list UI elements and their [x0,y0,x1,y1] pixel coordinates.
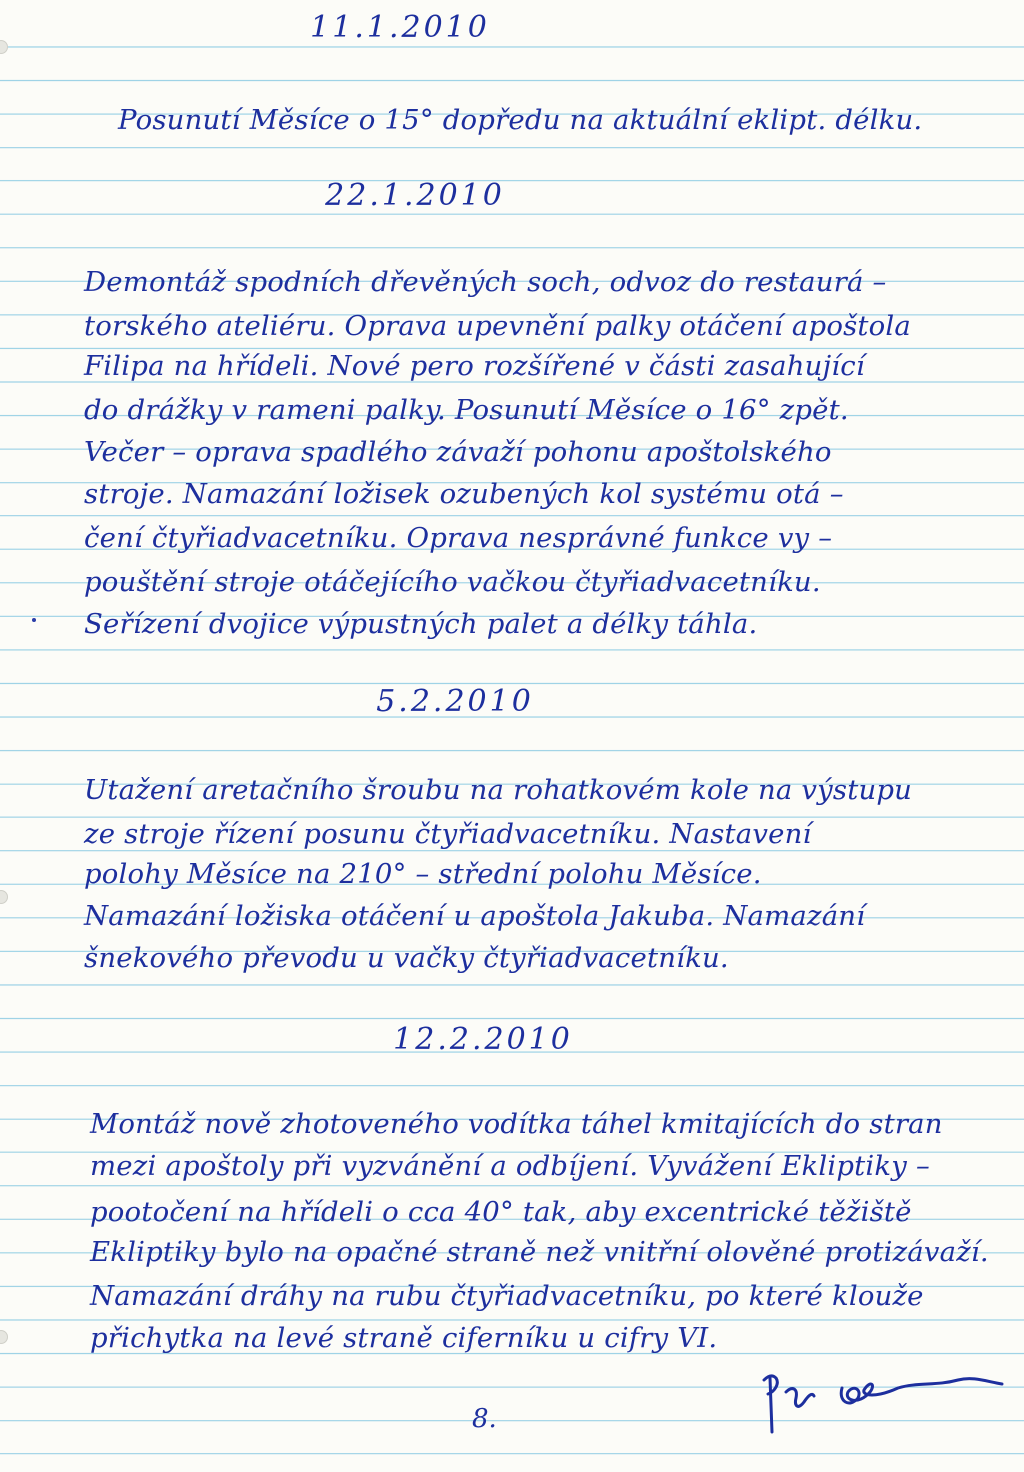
entry-line: polohy Měsíce na 210° – střední polohu Měsíce. [84,858,762,890]
entry-date: 22.1.2010 [325,178,505,213]
entry-line: Ekliptiky bylo na opačné straně než vnitřní olověné protizávaží. [90,1236,989,1268]
entry-line: pootočení na hřídeli o cca 40° tak, aby excentrické těžiště [90,1196,912,1228]
entry-line: Večer – oprava spadlého závaží pohonu apoštolského [84,436,832,468]
entry-line: mezi apoštoly při vyzvánění a odbíjení. Vyvážení Ekliptiky – [90,1150,930,1182]
entry-date: 5.2.2010 [376,684,534,719]
entry-line: šnekového převodu u vačky čtyřiadvacetníku. [84,942,729,974]
entry-line: torského ateliéru. Oprava upevnění palky otáčení apoštola [84,310,911,342]
entry-date: 12.2.2010 [393,1022,573,1057]
entry-line: Seřízení dvojice výpustných palet a délky táhla. [84,608,758,640]
entry-line: Namazání ložiska otáčení u apoštola Jakuba. Namazání [84,900,866,932]
entry-line: Demontáž spodních dřevěných soch, odvoz do restaurá – [84,266,887,298]
entry-line: Utažení aretačního šroubu na rohatkovém kole na výstupu [84,774,913,806]
entry-line: Namazání dráhy na rubu čtyřiadvacetníku, po které klouže [90,1280,924,1312]
entry-line: stroje. Namazání ložisek ozubených kol systému otá – [84,478,844,510]
entry-line: přichytka na levé straně ciferníku u cifry VI. [90,1322,718,1354]
entry-line: Posunutí Měsíce o 15° dopředu na aktuální eklipt. délku. [118,104,923,136]
signature [758,1362,1008,1442]
entry-line: ze stroje řízení posunu čtyřiadvacetníku. Nastavení [84,818,812,850]
entry-line: pouštění stroje otáčejícího vačkou čtyřiadvacetníku. [84,566,821,598]
entry-line: Montáž nově zhotoveného vodítka táhel kmitajících do stran [90,1108,943,1140]
page-number: 8. [472,1404,497,1434]
ink-dot [32,618,36,622]
entry-line: čení čtyřiadvacetníku. Oprava nesprávné funkce vy – [84,522,833,554]
entry-line: do drážky v rameni palky. Posunutí Měsíce o 16° zpět. [84,394,849,426]
entry-line: Filipa na hřídeli. Nové pero rozšířené v části zasahující [84,350,865,382]
entry-date: 11.1.2010 [310,10,490,45]
